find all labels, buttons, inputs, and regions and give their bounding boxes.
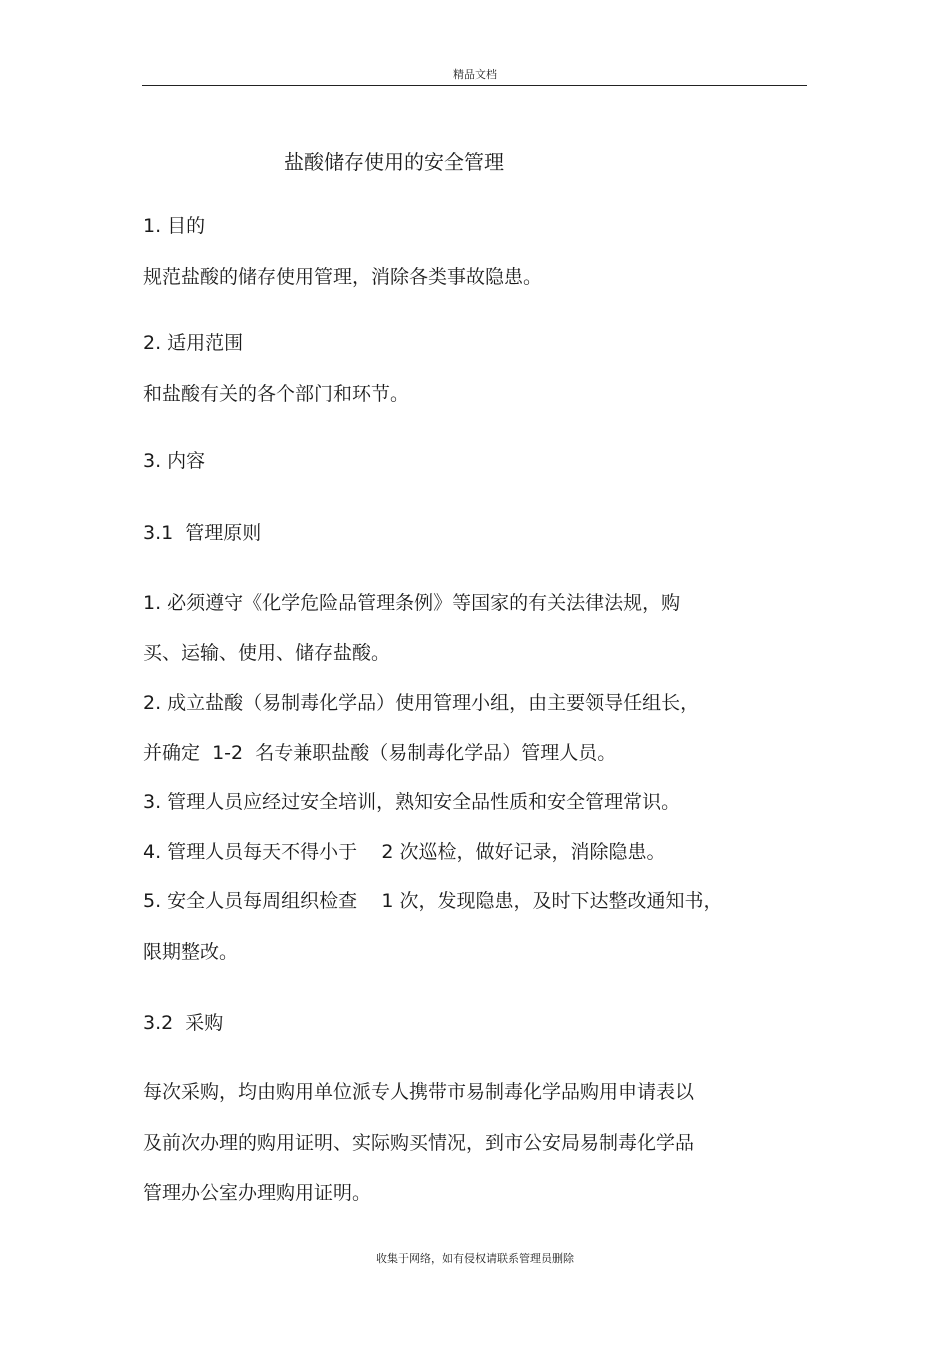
paragraph-line: 2. 成立盐酸（易制毒化学品）使用管理小组，由主要领导任组长，: [143, 692, 700, 714]
header-label: 精品文档: [453, 68, 497, 81]
footer-disclaimer: 收集于网络，如有侵权请联系管理员删除: [376, 1252, 574, 1265]
subsection-heading-principles: 3.1 管理原则: [143, 522, 262, 544]
paragraph-purpose: 规范盐酸的储存使用管理，消除各类事故隐患。: [143, 266, 543, 288]
paragraph-line: 1. 必须遵守《化学危险品管理条例》等国家的有关法律法规，购: [143, 592, 681, 614]
paragraph-line: 买、运输、使用、储存盐酸。: [143, 642, 391, 664]
paragraph-line: 3. 管理人员应经过安全培训，熟知安全品性质和安全管理常识。: [143, 791, 681, 813]
paragraph-line: 管理办公室办理购用证明。: [143, 1182, 372, 1204]
paragraph-line: 每次采购，均由购用单位派专人携带市易制毒化学品购用申请表以: [143, 1081, 695, 1103]
paragraph-scope: 和盐酸有关的各个部门和环节。: [143, 383, 410, 405]
paragraph-line: 并确定 1-2 名专兼职盐酸（易制毒化学品）管理人员。: [143, 742, 617, 764]
paragraph-line: 限期整改。: [143, 941, 239, 963]
section-heading-content: 3. 内容: [143, 450, 206, 472]
section-heading-scope: 2. 适用范围: [143, 332, 244, 354]
paragraph-line: 5. 安全人员每周组织检查 1 次，发现隐患，及时下达整改通知书，: [143, 890, 723, 912]
subsection-heading-procurement: 3.2 采购: [143, 1012, 224, 1034]
document-title: 盐酸储存使用的安全管理: [284, 150, 504, 174]
paragraph-line: 及前次办理的购用证明、实际购买情况，到市公安局易制毒化学品: [143, 1132, 695, 1154]
paragraph-line: 4. 管理人员每天不得小于 2 次巡检，做好记录，消除隐患。: [143, 841, 666, 863]
section-heading-purpose: 1. 目的: [143, 215, 206, 237]
header-divider: [142, 85, 807, 86]
